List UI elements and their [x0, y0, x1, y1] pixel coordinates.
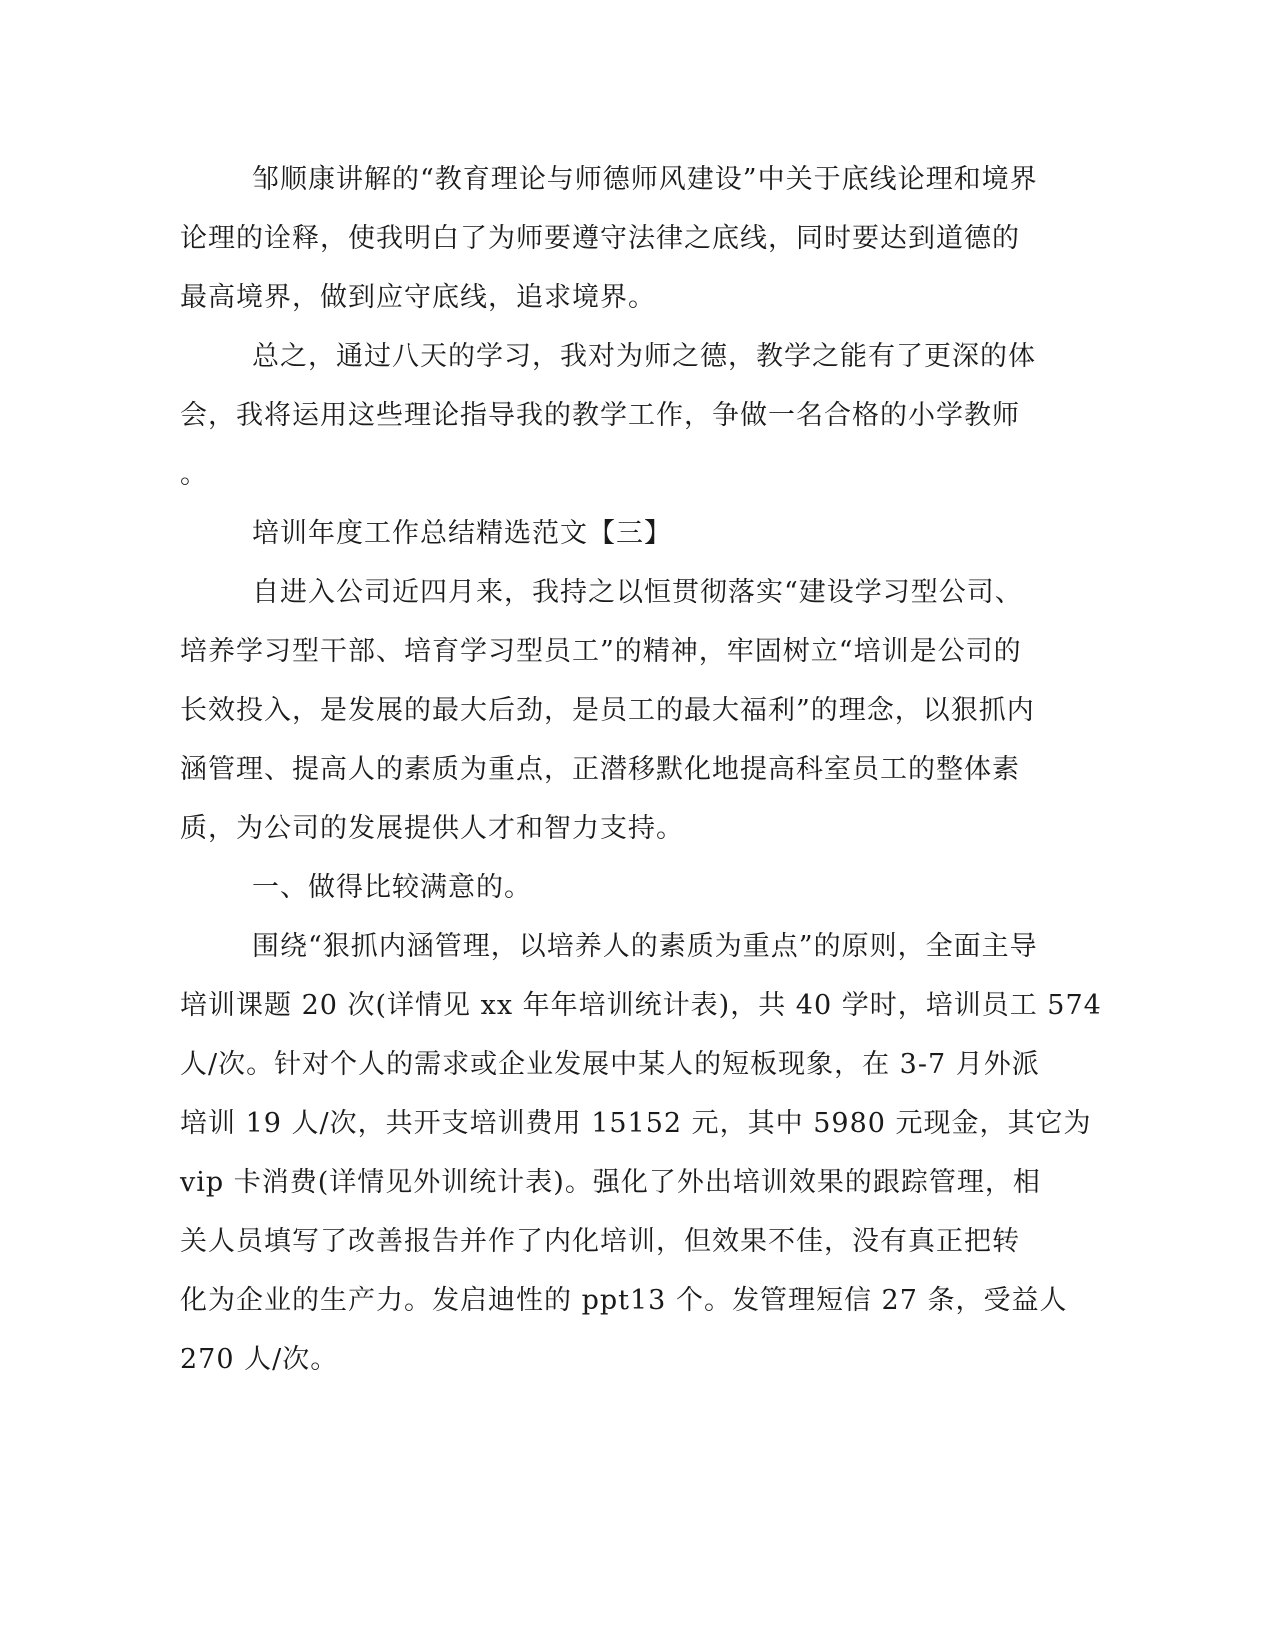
text-line: 论理的诠释，使我明白了为师要遵守法律之底线，同时要达到道德的: [180, 223, 1020, 254]
paragraph: [180, 327, 1040, 504]
text-line: 围绕“狠抓内涵管理，以培养人的素质为重点”的原则，全面主导: [252, 931, 1038, 962]
text-line: 。: [180, 459, 208, 490]
paragraph: [180, 150, 1040, 327]
text-line: 最高境界，做到应守底线，追求境界。: [180, 282, 656, 313]
text-line: 涵管理、提高人的素质为重点，正潜移默化地提高科室员工的整体素: [180, 754, 1020, 785]
text-line: 总之，通过八天的学习，我对为师之德，教学之能有了更深的体: [252, 341, 1036, 372]
document-body: [180, 150, 1102, 1389]
subsection-heading: [180, 858, 1040, 917]
text-line: 长效投入，是发展的最大后劲，是员工的最大福利”的理念，以狠抓内: [180, 695, 1035, 726]
text-line: 培训 19 人/次，共开支培训费用 15152 元，其中 5980 元现金，其它为: [180, 1108, 1092, 1139]
text-line: 会，我将运用这些理论指导我的教学工作，争做一名合格的小学教师: [180, 400, 1020, 431]
text-line: 关人员填写了改善报告并作了内化培训，但效果不佳，没有真正把转: [180, 1226, 1020, 1257]
text-line: 人/次。针对个人的需求或企业发展中某人的短板现象，在 3-7 月外派: [180, 1049, 1040, 1080]
text-line: 邹顺康讲解的“教育理论与师德师风建设”中关于底线论理和境界: [252, 164, 1038, 195]
text-line: vip 卡消费(详情见外训统计表)。强化了外出培训效果的跟踪管理，相: [180, 1167, 1041, 1198]
text-line: 自进入公司近四月来，我持之以恒贯彻落实“建设学习型公司、: [252, 577, 1023, 608]
text-line: 质，为公司的发展提供人才和智力支持。: [180, 813, 684, 844]
section-heading: [180, 504, 1040, 563]
text-line: 化为企业的生产力。发启迪性的 ppt13 个。发管理短信 27 条，受益人: [180, 1285, 1068, 1316]
text-line: 培养学习型干部、培育学习型员工”的精神，牢固树立“培训是公司的: [180, 636, 1022, 667]
paragraph: [180, 563, 1040, 858]
text-line: 270 人/次。: [180, 1344, 339, 1375]
text-line: 培训课题 20 次(详情见 xx 年年培训统计表)，共 40 学时，培训员工 574: [180, 990, 1102, 1021]
paragraph: [180, 917, 1102, 1389]
subheading-text: 一、做得比较满意的。: [252, 872, 532, 903]
heading-text: 培训年度工作总结精选范文【三】: [252, 518, 672, 549]
